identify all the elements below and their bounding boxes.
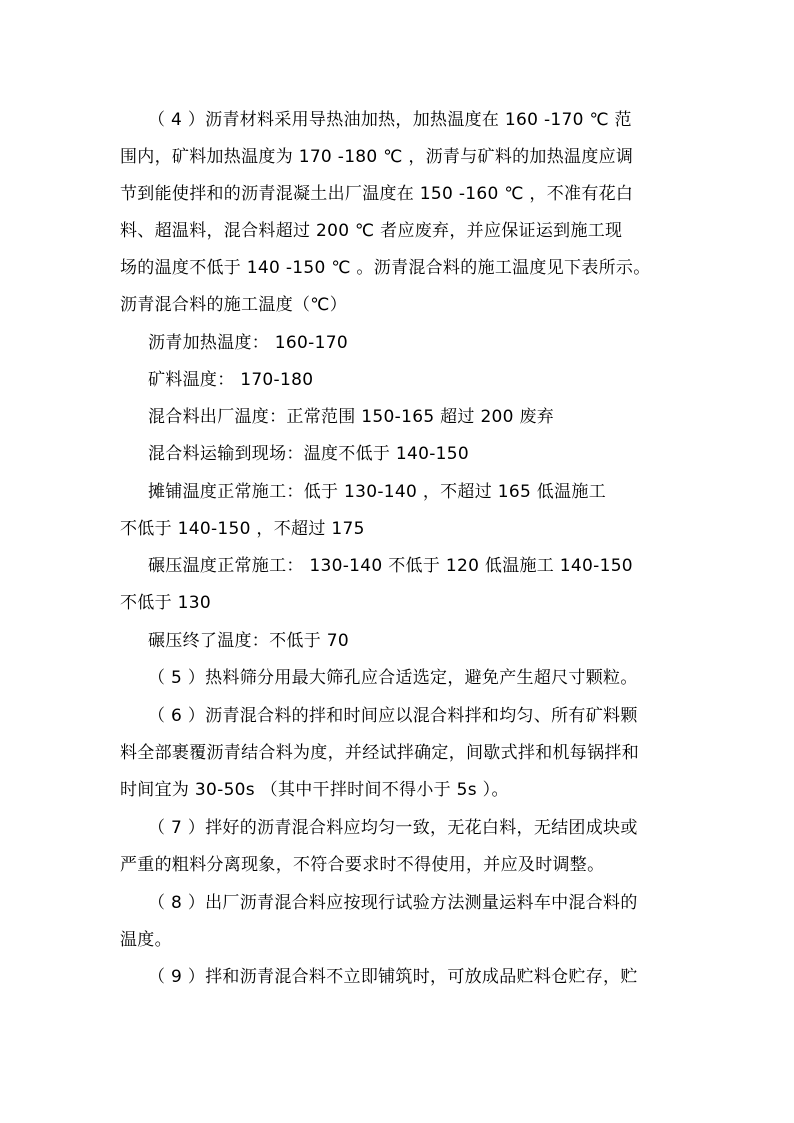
paragraph-7-line-2: 严重的粗料分离现象，不符合要求时不得使用，并应及时调整。	[120, 855, 605, 875]
paving-temperature-line-1: 摊铺温度正常施工：低于 130-140 ，不超过 165 低温施工	[148, 482, 606, 502]
paragraph-4-line-2: 围内，矿料加热温度为 170 -180 ℃ ，沥青与矿料的加热温度应调	[120, 147, 634, 167]
rolling-end-temperature: 碾压终了温度：不低于 70	[148, 631, 349, 651]
paragraph-4-line-4: 料、超温料，混合料超过 200 ℃ 者应废弃，并应保证运到施工现	[120, 221, 623, 241]
paragraph-7-line-1: （ 7 ）拌好的沥青混合料应均匀一致，无花白料，无结团成块或	[148, 818, 638, 838]
aggregate-temperature: 矿料温度： 170-180	[148, 370, 314, 390]
mix-plant-exit-temperature: 混合料出厂温度：正常范围 150-165 超过 200 废弃	[148, 407, 555, 427]
asphalt-heating-temperature: 沥青加热温度： 160-170	[148, 333, 348, 353]
paving-temperature-line-2: 不低于 140-150 ，不超过 175	[120, 519, 365, 539]
paragraph-6-line-1: （ 6 ）沥青混合料的拌和时间应以混合料拌和均匀、所有矿料颗	[148, 706, 638, 726]
paragraph-9-line-1: （ 9 ）拌和沥青混合料不立即铺筑时，可放成品贮料仓贮存，贮	[148, 967, 638, 987]
paragraph-6-line-3: 时间宜为 30-50s （其中干拌时间不得小于 5s ）。	[120, 780, 509, 800]
rolling-temperature-line-1: 碾压温度正常施工： 130-140 不低于 120 低温施工 140-150	[148, 556, 633, 576]
mix-to-site-temperature: 混合料运输到现场：温度不低于 140-150	[148, 444, 470, 464]
paragraph-6-line-2: 料全部裹覆沥青结合料为度，并经试拌确定，间歇式拌和机每锅拌和	[120, 743, 639, 763]
rolling-temperature-line-2: 不低于 130	[120, 593, 211, 613]
paragraph-4-line-3: 节到能使拌和的沥青混凝土出厂温度在 150 -160 ℃ ，不准有花白	[120, 184, 634, 204]
paragraph-5-line-1: （ 5 ）热料筛分用最大筛孔应合适选定，避免产生超尺寸颗粒。	[148, 668, 638, 688]
paragraph-8-line-2: 温度。	[120, 930, 172, 950]
paragraph-4-line-1: （ 4 ）沥青材料采用导热油加热，加热温度在 160 -170 ℃ 范	[148, 110, 632, 130]
paragraph-8-line-1: （ 8 ）出厂沥青混合料应按现行试验方法测量运料车中混合料的	[148, 893, 638, 913]
table-caption: 沥青混合料的施工温度（℃）	[120, 295, 347, 315]
paragraph-4-line-5: 场的温度不低于 140 -150 ℃ 。沥青混合料的施工温度见下表所示。	[120, 258, 651, 278]
